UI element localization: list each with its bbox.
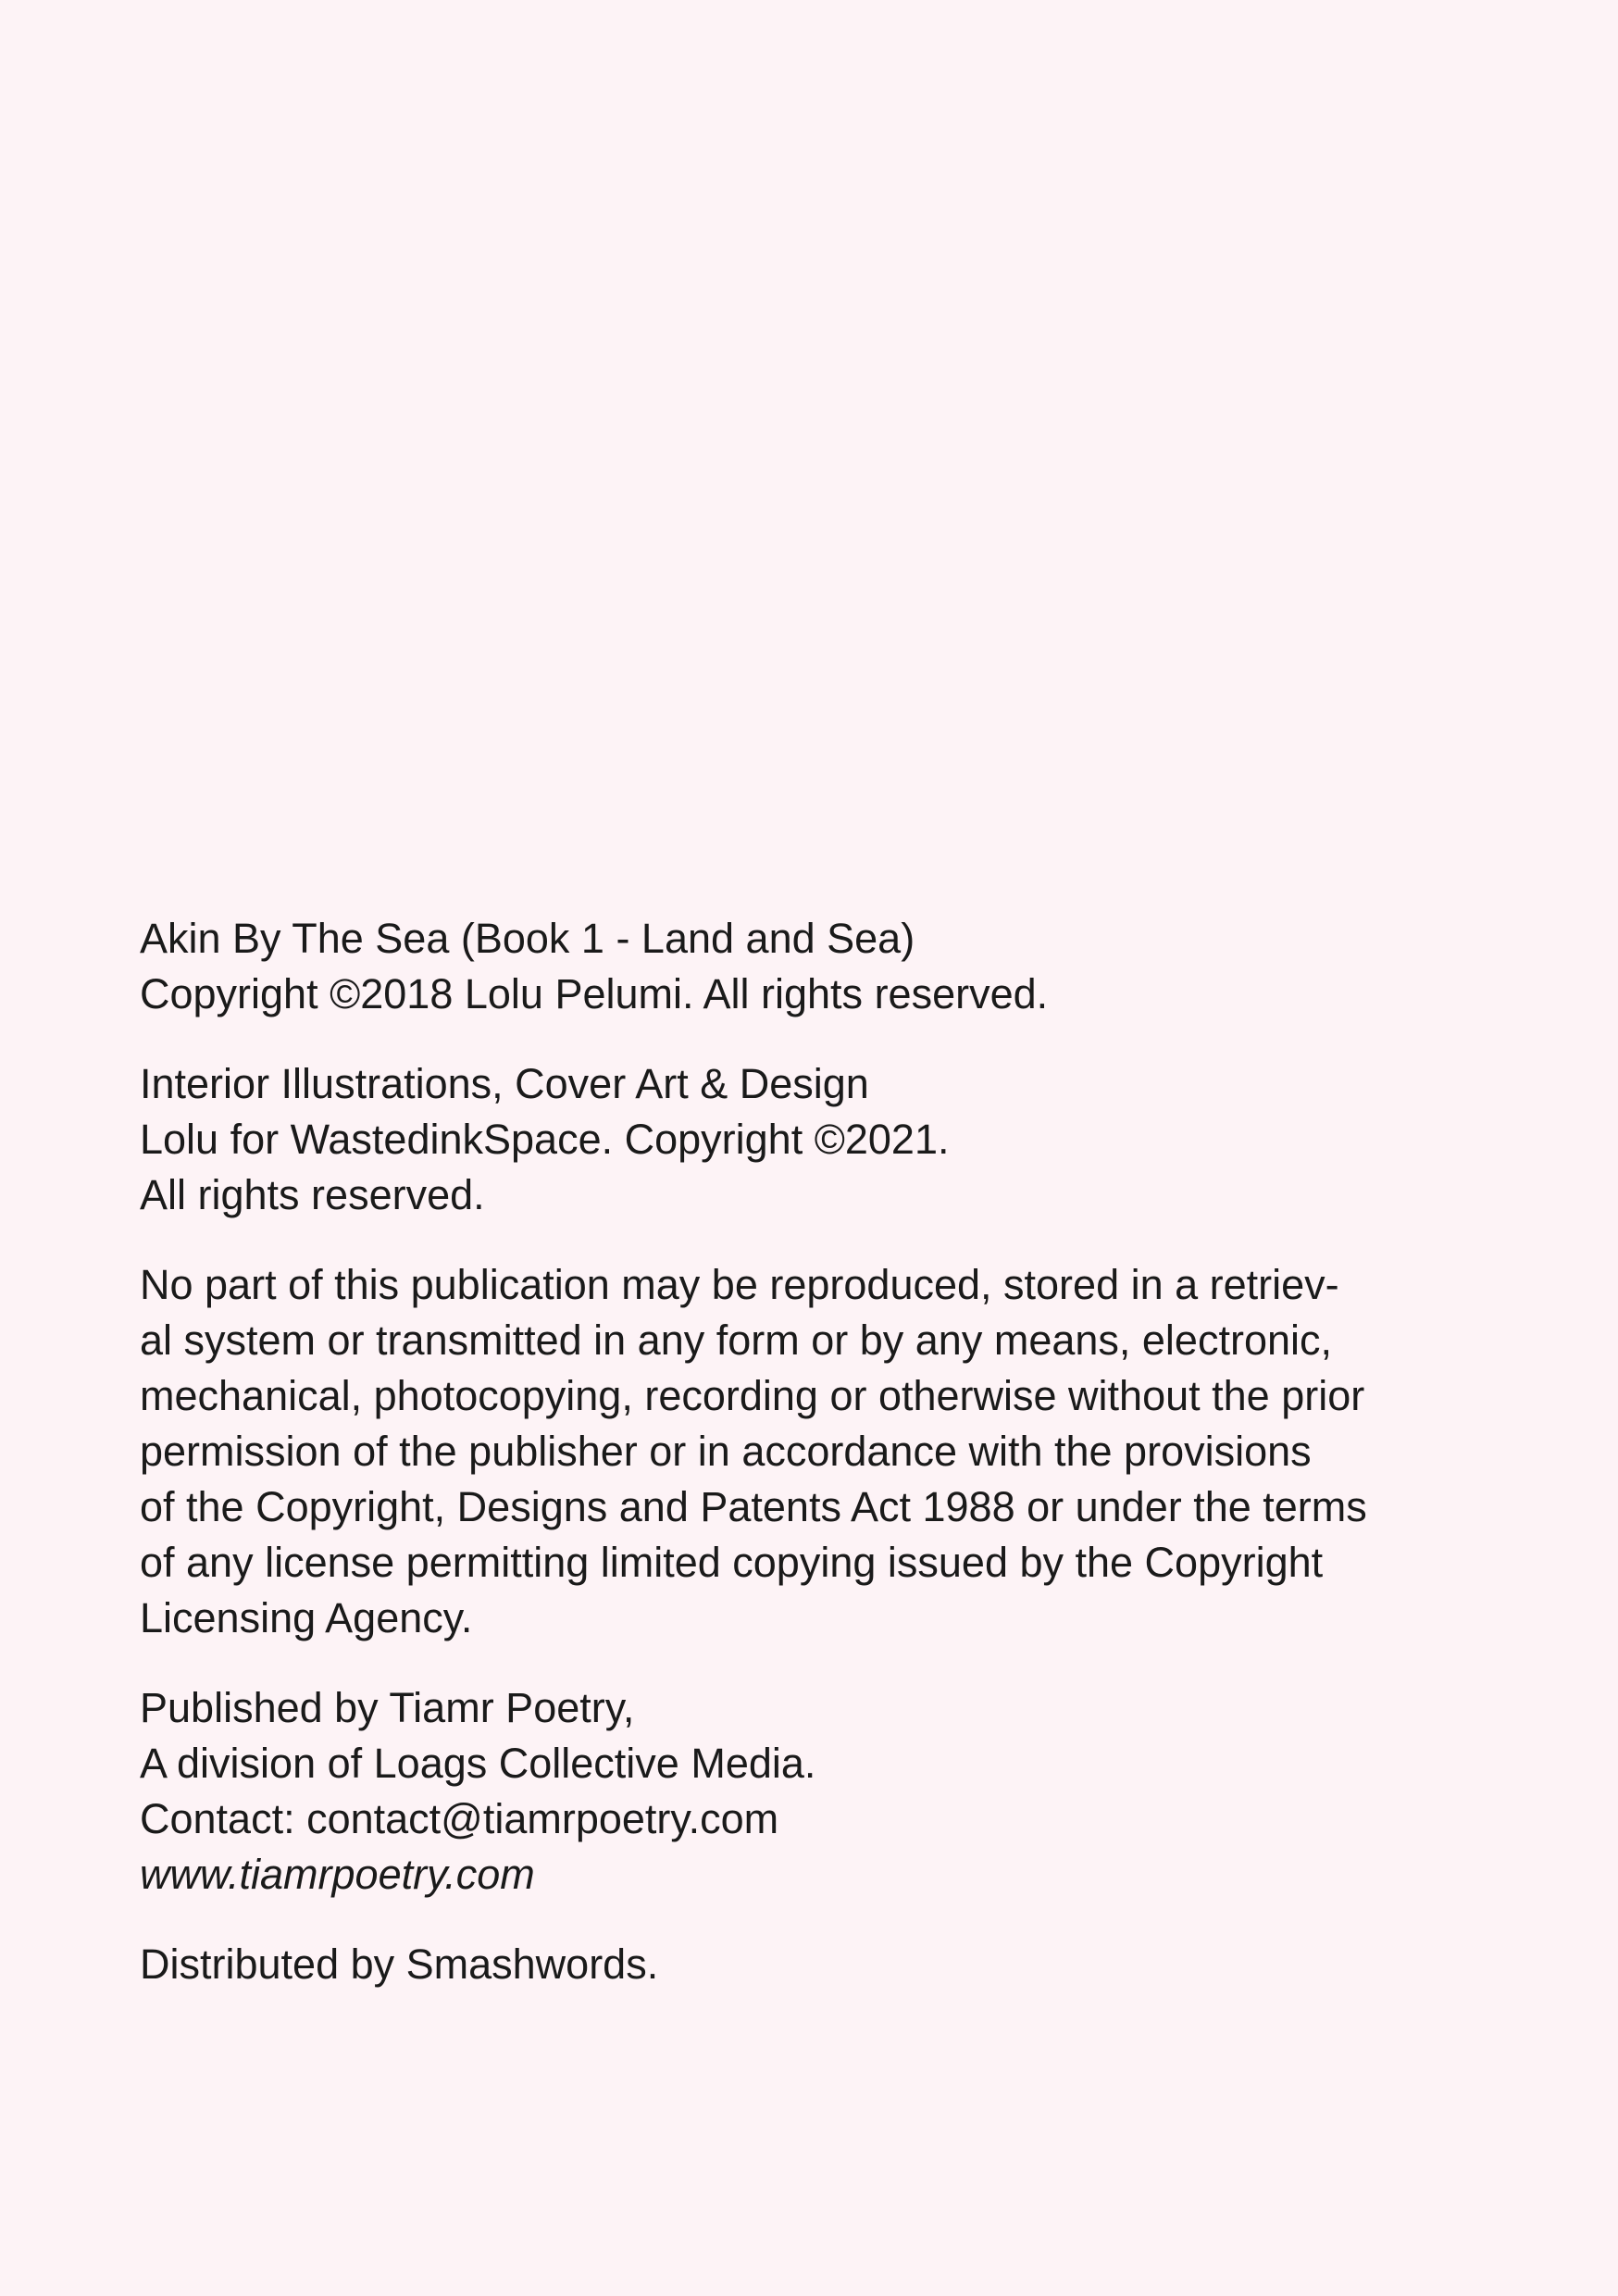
publisher-contact-line[interactable]: Contact: contact@tiamrpoetry.com xyxy=(140,1795,779,1842)
legal-notice-line: permission of the publisher or in accordance with the provisions xyxy=(140,1428,1312,1475)
distributor-paragraph xyxy=(140,1937,1491,1992)
title-copyright-paragraph xyxy=(140,911,1491,1022)
legal-notice-line: Licensing Agency. xyxy=(140,1594,473,1641)
illustration-rights-line: All rights reserved. xyxy=(140,1171,485,1218)
book-title-line: Akin By The Sea (Book 1 - Land and Sea) xyxy=(140,915,915,962)
legal-notice-line: of any license permitting limited copying issued by the Copyright xyxy=(140,1539,1324,1586)
legal-notice-line: of the Copyright, Designs and Patents Act 1988 or under the terms xyxy=(140,1483,1367,1530)
illustration-copyright-line: Lolu for WastedinkSpace. Copyright ©2021. xyxy=(140,1116,950,1163)
copyright-block xyxy=(140,911,1491,2027)
publisher-division-line: A division of Loags Collective Media. xyxy=(140,1740,816,1787)
legal-notice-line: mechanical, photocopying, recording or otherwise without the prior xyxy=(140,1372,1365,1419)
text-copyright-line: Copyright ©2018 Lolu Pelumi. All rights reserved. xyxy=(140,970,1049,1017)
publisher-name-line: Published by Tiamr Poetry, xyxy=(140,1684,635,1731)
illustration-credit-paragraph xyxy=(140,1056,1491,1223)
publisher-website-link[interactable]: www.tiamrpoetry.com xyxy=(140,1851,535,1898)
legal-notice-line: No part of this publication may be reproduced, stored in a retriev- xyxy=(140,1261,1339,1308)
legal-notice-paragraph xyxy=(140,1257,1491,1646)
legal-notice-line: al system or transmitted in any form or by any means, electronic, xyxy=(140,1316,1332,1364)
illustration-credit-line: Interior Illustrations, Cover Art & Design xyxy=(140,1060,869,1107)
publisher-paragraph xyxy=(140,1680,1491,1903)
distributor-line: Distributed by Smashwords. xyxy=(140,1940,659,1988)
